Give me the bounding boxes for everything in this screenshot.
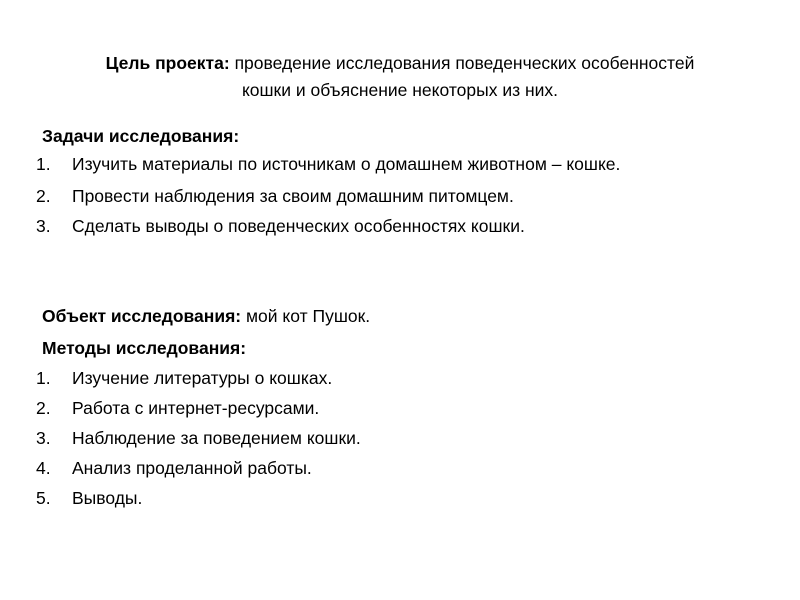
list-item (0, 214, 720, 238)
list-item-text: Выводы. (72, 488, 143, 508)
list-item-text: Работа с интернет-ресурсами. (72, 398, 320, 418)
list-number: 4. (36, 458, 51, 478)
list-number: 3. (36, 216, 51, 236)
methods-list (0, 366, 720, 516)
list-item (0, 396, 720, 420)
goal-label: Цель проекта: (105, 53, 230, 73)
list-number: 2. (36, 398, 51, 418)
tasks-list (0, 152, 720, 244)
list-item-text: Сделать выводы о поведенческих особенностях кошки. (72, 216, 525, 236)
list-number: 3. (36, 428, 51, 448)
list-item-text: Изучение литературы о кошках. (72, 368, 333, 388)
tasks-heading: Задачи исследования: (42, 126, 240, 146)
list-number: 2. (36, 186, 51, 206)
list-item (0, 426, 720, 450)
research-object (42, 304, 370, 328)
object-text: мой кот Пушок. (246, 306, 371, 326)
list-item-text: Изучить материалы по источникам о домашнем животном – кошке. (72, 154, 621, 174)
list-number: 1. (36, 154, 51, 174)
list-item-text: Провести наблюдения за своим домашним питомцем. (72, 186, 514, 206)
list-item (0, 152, 720, 176)
list-number: 1. (36, 368, 51, 388)
list-item-text: Наблюдение за поведением кошки. (72, 428, 361, 448)
methods-heading: Методы исследования: (42, 338, 247, 358)
list-item (0, 184, 720, 208)
list-item (0, 366, 720, 390)
list-item-text: Анализ проделанной работы. (72, 458, 312, 478)
goal-text: проведение исследования поведенческих особенностей кошки и объяснение некоторых из них. (234, 53, 695, 100)
list-item (0, 456, 720, 480)
object-label: Объект исследования: (42, 306, 242, 326)
list-item (0, 486, 720, 510)
list-number: 5. (36, 488, 51, 508)
project-goal (90, 50, 710, 104)
